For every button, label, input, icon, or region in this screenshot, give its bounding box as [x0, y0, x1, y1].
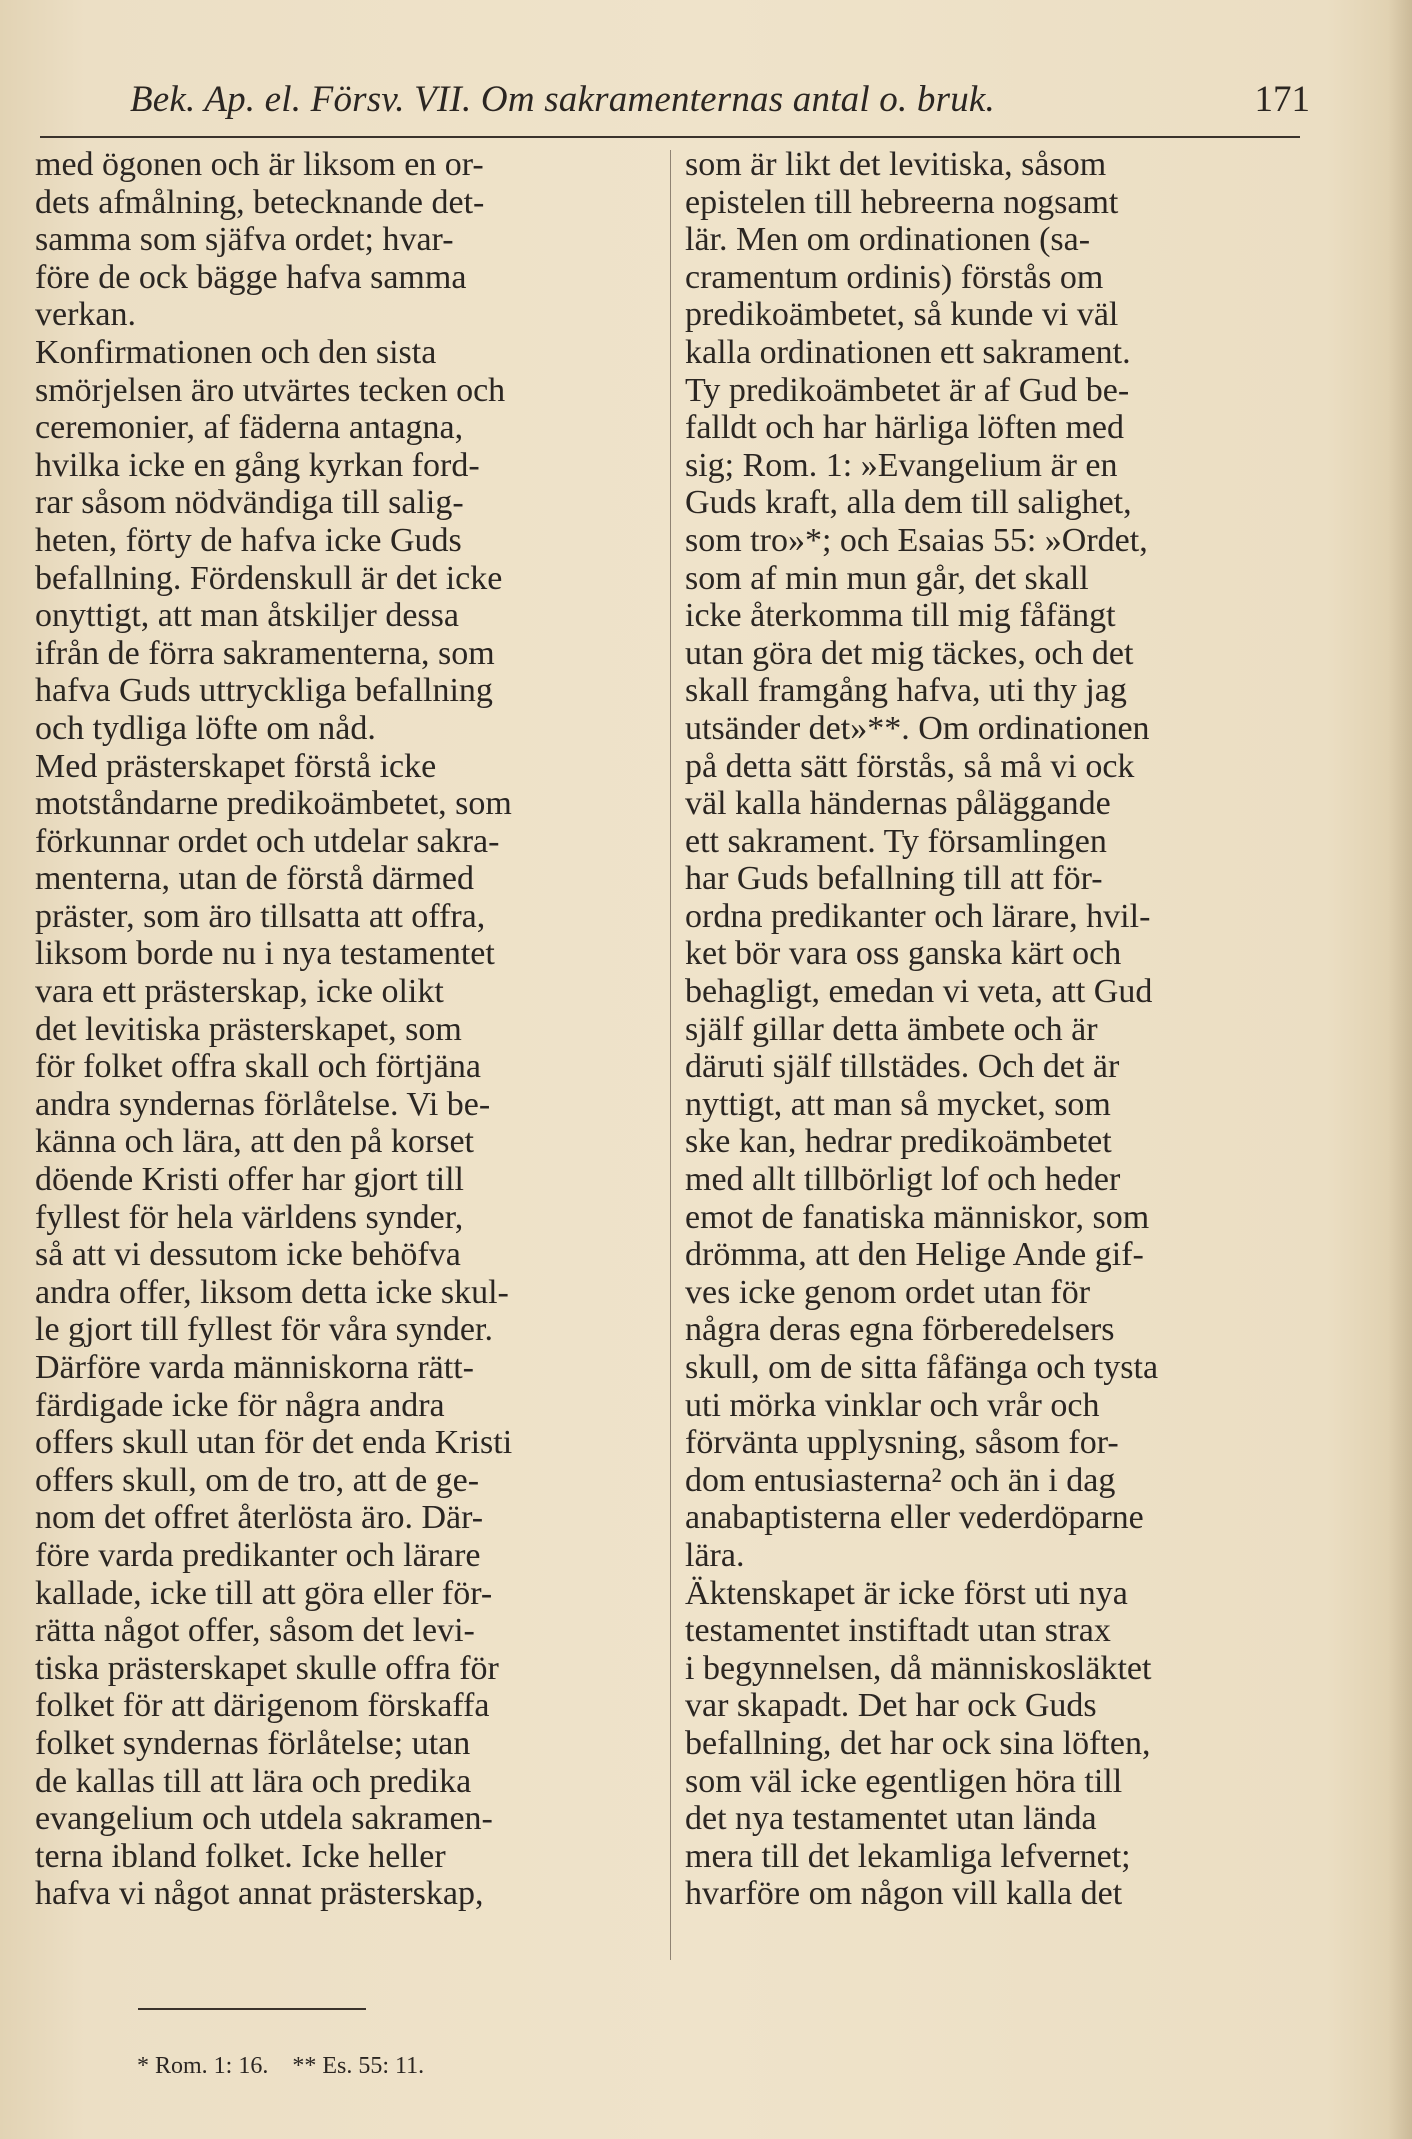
text-line: befallning. Fördenskull är det icke — [35, 559, 503, 597]
text-line: folket syndernas förlåtelse; utan — [35, 1724, 471, 1762]
text-line: smörjelsen äro utvärtes tecken och — [35, 371, 506, 409]
text-line: har Guds befallning till att för- — [685, 860, 1103, 898]
text-line: rätta något offer, såsom det levi- — [35, 1612, 475, 1650]
text-line: dets afmålning, betecknande det- — [35, 183, 485, 221]
text-line: ifrån de förra sakramenterna, som — [35, 634, 495, 672]
right-text-column — [685, 146, 1305, 1913]
text-line: färdigade icke för några andra — [35, 1386, 445, 1424]
text-line: Därföre varda människorna rätt- — [35, 1349, 474, 1386]
text-line: evangelium och utdela sakramen- — [35, 1800, 493, 1838]
column-divider — [670, 150, 671, 1960]
text-line: lär. Men om ordinationen (sa- — [685, 221, 1091, 259]
footnotes — [137, 2053, 442, 2080]
text-line: som är likt det levitiska, såsom — [685, 146, 1107, 183]
text-line: fyllest för hela världens synder, — [35, 1198, 464, 1236]
text-line: Ty predikoämbetet är af Gud be- — [685, 371, 1130, 409]
text-line: lära. — [685, 1536, 745, 1574]
text-line: Med prästerskapet förstå icke — [35, 747, 437, 785]
text-line: drömma, att den Helige Ande gif- — [685, 1236, 1144, 1274]
text-line: ske kan, hedrar predikoämbetet — [685, 1123, 1112, 1161]
text-line: le gjort till fyllest för våra synder. — [35, 1311, 493, 1349]
text-line: Konfirmationen och den sista — [35, 333, 437, 371]
text-line: skall framgång hafva, uti thy jag — [685, 672, 1127, 710]
text-line: förvänta upplysning, såsom for- — [685, 1424, 1119, 1462]
text-line: Äktenskapet är icke först uti nya — [685, 1574, 1128, 1612]
running-title: Bek. Ap. el. Försv. VII. Om sakramenternas antal o. bruk. — [130, 79, 995, 120]
text-line: som tro»*; och Esaias 55: »Ordet, — [685, 521, 1148, 559]
text-line: det nya testamentet utan lända — [685, 1800, 1097, 1838]
page-number: 171 — [1254, 79, 1310, 120]
text-line: med allt tillbörligt lof och heder — [685, 1161, 1121, 1199]
text-line: i begynnelsen, då människosläktet — [685, 1649, 1152, 1687]
text-line: det levitiska prästerskapet, som — [35, 1010, 462, 1048]
text-line: predikoämbetet, så kunde vi väl — [685, 296, 1119, 334]
page-edge-shadow — [1388, 0, 1412, 2139]
text-line: dom entusiasterna² och än i dag — [685, 1461, 1116, 1499]
text-line: och tydliga löfte om nåd. — [35, 709, 376, 747]
text-line: rar såsom nödvändiga till salig- — [35, 484, 464, 522]
text-line: onyttigt, att man åtskiljer dessa — [35, 597, 459, 635]
text-line: själf gillar detta ämbete och är — [685, 1010, 1098, 1048]
left-text-column — [35, 146, 660, 1913]
footnote-rule — [138, 2008, 366, 2010]
text-line: mera till det lekamliga lefvernet; — [685, 1837, 1131, 1875]
text-line: cramentum ordinis) förstås om — [685, 258, 1104, 296]
text-line: verkan. — [35, 296, 137, 334]
text-line: liksom borde nu i nya testamentet — [35, 935, 495, 973]
text-line: emot de fanatiska människor, som — [685, 1198, 1150, 1236]
text-line: nom det offret återlösta äro. Där- — [35, 1499, 484, 1537]
text-line: några deras egna förberedelsers — [685, 1311, 1115, 1349]
text-line: döende Kristi offer har gjort till — [35, 1161, 464, 1199]
text-line: var skapadt. Det har ock Guds — [685, 1687, 1097, 1725]
text-line: vara ett prästerskap, icke olikt — [35, 973, 444, 1011]
text-line: heten, förty de hafva icke Guds — [35, 521, 462, 559]
text-line: förkunnar ordet och utdelar sakra- — [35, 822, 500, 860]
text-line: sig; Rom. 1: »Evangelium är en — [685, 446, 1118, 484]
text-line: för folket offra skall och förtjäna — [35, 1048, 481, 1086]
header-rule — [40, 136, 1300, 138]
text-line: befallning, det har ock sina löften, — [685, 1724, 1151, 1762]
text-line: ordna predikanter och lärare, hvil- — [685, 897, 1151, 935]
text-line: andra offer, liksom detta icke skul- — [35, 1273, 509, 1311]
text-line: hvilka icke en gång kyrkan ford- — [35, 446, 480, 484]
text-line: de kallas till att lära och predika — [35, 1762, 472, 1800]
text-line: skull, om de sitta fåfänga och tysta — [685, 1349, 1159, 1386]
text-line: hafva Guds uttryckliga befallning — [35, 672, 493, 710]
text-line: nyttigt, att man så mycket, som — [685, 1085, 1111, 1123]
page-header — [130, 78, 1310, 128]
text-line: däruti själf tillstädes. Och det är — [685, 1048, 1120, 1086]
text-line: präster, som äro tillsatta att offra, — [35, 897, 486, 935]
text-line: ceremonier, af fäderna antagna, — [35, 409, 464, 447]
text-line: menterna, utan de förstå därmed — [35, 860, 474, 898]
text-line: som väl icke egentligen höra till — [685, 1762, 1123, 1800]
text-line: före varda predikanter och lärare — [35, 1536, 481, 1574]
text-line: behagligt, emedan vi veta, att Gud — [685, 973, 1153, 1011]
text-line: känna och lära, att den på korset — [35, 1123, 474, 1161]
text-line: samma som sjäfva ordet; hvar- — [35, 221, 454, 259]
text-line: ves icke genom ordet utan för — [685, 1273, 1091, 1311]
text-line: på detta sätt förstås, så må vi ock — [685, 747, 1135, 785]
text-line: väl kalla händernas påläggande — [685, 785, 1111, 823]
text-line: kalla ordinationen ett sakrament. — [685, 333, 1131, 371]
text-line: med ögonen och är liksom en or- — [35, 146, 484, 183]
text-line: Guds kraft, alla dem till salighet, — [685, 484, 1132, 522]
text-line: offers skull, om de tro, att de ge- — [35, 1461, 480, 1499]
text-line: offers skull utan för det enda Kristi — [35, 1424, 513, 1462]
text-line: ett sakrament. Ty församlingen — [685, 822, 1107, 860]
text-line: andra syndernas förlåtelse. Vi be- — [35, 1085, 491, 1123]
text-line: så att vi dessutom icke behöfva — [35, 1236, 461, 1274]
footnote-1: * Rom. 1: 16. — [137, 2053, 269, 2079]
text-line: testamentet instiftadt utan strax — [685, 1612, 1111, 1650]
text-line: icke återkomma till mig fåfängt — [685, 597, 1116, 635]
text-line: uti mörka vinklar och vrår och — [685, 1386, 1100, 1424]
text-line: anabaptisterna eller vederdöparne — [685, 1499, 1144, 1537]
text-line: kallade, icke till att göra eller för- — [35, 1574, 493, 1612]
text-line: terna ibland folket. Icke heller — [35, 1837, 446, 1875]
text-line: folket för att därigenom förskaffa — [35, 1687, 490, 1725]
footnote-2: ** Es. 55: 11. — [292, 2053, 425, 2079]
text-line: som af min mun går, det skall — [685, 559, 1089, 597]
text-line: ket bör vara oss ganska kärt och — [685, 935, 1122, 973]
text-line: falldt och har härliga löften med — [685, 409, 1124, 447]
text-line: epistelen till hebreerna nogsamt — [685, 183, 1119, 221]
text-line: hvarföre om någon vill kalla det — [685, 1875, 1123, 1913]
text-line: utan göra det mig täckes, och det — [685, 634, 1134, 672]
text-line: motståndarne predikoämbetet, som — [35, 785, 512, 823]
text-line: utsänder det»**. Om ordinationen — [685, 709, 1150, 747]
text-line: före de ock bägge hafva samma — [35, 258, 467, 296]
text-line: tiska prästerskapet skulle offra för — [35, 1649, 499, 1687]
text-line: hafva vi något annat prästerskap, — [35, 1875, 484, 1913]
